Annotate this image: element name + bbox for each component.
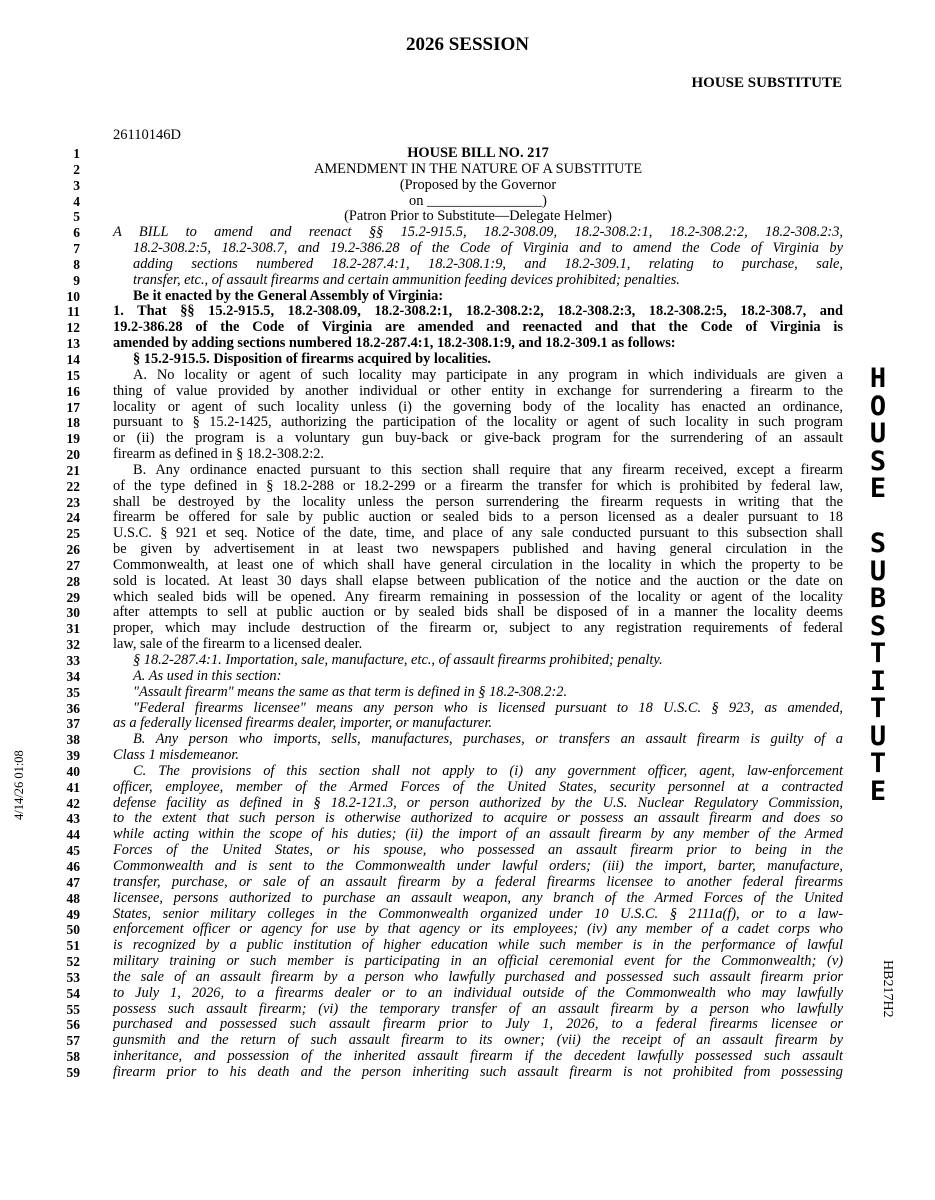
- vertical-label-char: U: [869, 418, 887, 449]
- line-number: 53: [66, 969, 80, 985]
- bill-line: [0, 716, 935, 732]
- line-number: 3: [73, 177, 80, 193]
- bill-line: [0, 257, 935, 273]
- line-text: (Proposed by the Governor: [399, 176, 557, 193]
- line-number: 50: [66, 922, 80, 938]
- line-number: 5: [73, 209, 80, 225]
- line-number: 43: [66, 811, 80, 827]
- bill-line: [0, 574, 935, 590]
- bill-line: [0, 289, 935, 305]
- line-number: 4: [73, 193, 80, 209]
- line-text: B. Any person who imports, sells, manufactures, purchases, or transfers an assault firearm is guilty of a: [133, 731, 843, 748]
- line-number: 35: [66, 684, 80, 700]
- bill-line: [0, 796, 935, 812]
- line-number: 55: [66, 1001, 80, 1017]
- line-number: 15: [66, 367, 80, 383]
- bill-line: [0, 685, 935, 701]
- line-number: 22: [66, 478, 80, 494]
- bill-line: [0, 273, 935, 289]
- bill-line: [0, 701, 935, 717]
- line-text: inheritance, and possession of the inherited assault firearm if the decedent lawfully possessed such assault: [113, 1048, 843, 1065]
- line-text: amended by adding sections numbered 18.2-287.4:1, 18.2-308.1:9, and 18.2-309.1 as follows:: [113, 335, 676, 352]
- line-text: § 18.2-287.4:1. Importation, sale, manufacture, etc., of assault firearms prohibited; penalty.: [133, 652, 663, 668]
- bill-line: [0, 954, 935, 970]
- line-text: firearm prior to his death and the person inheriting such assault firearm is not prohibited from possessing: [113, 1063, 843, 1080]
- line-text: military training or such member is participating in an official ceremonial event for the Commonwealth; (v): [113, 953, 843, 970]
- bill-line: [0, 431, 935, 447]
- line-number: 46: [66, 858, 80, 874]
- line-number: 57: [66, 1033, 80, 1049]
- bill-line: [0, 415, 935, 431]
- vertical-label-char: S: [869, 528, 887, 559]
- line-text: HOUSE BILL NO. 217: [407, 145, 549, 161]
- session-title: 2026 SESSION: [405, 34, 530, 55]
- line-number: 39: [66, 748, 80, 764]
- bill-code-label: HB217H2: [880, 960, 895, 1018]
- line-text: 1. That §§ 15.2-915.5, 18.2-308.09, 18.2-308.2:1, 18.2-308.2:2, 18.2-308.2:3, 18.2-308.2:5, 18.2-308.7, and: [113, 303, 843, 320]
- bill-line: [0, 1065, 935, 1081]
- line-number: 28: [66, 573, 80, 589]
- bill-line: [0, 352, 935, 368]
- bill-line: [0, 764, 935, 780]
- line-text: shall be destroyed by the locality unless the person surrendering the firearm requests in writing that the: [113, 493, 843, 510]
- line-text: enforcement officer or agency for use by that agency or its employees; (iv) any member of a cadet corps who: [113, 921, 843, 938]
- line-number: 41: [66, 779, 80, 795]
- bill-line: [0, 986, 935, 1002]
- bill-line: [0, 970, 935, 986]
- bill-line: [0, 1017, 935, 1033]
- line-number: 19: [66, 431, 80, 447]
- line-text: § 15.2-915.5. Disposition of firearms acquired by localities.: [133, 350, 492, 367]
- bill-line: [0, 748, 935, 764]
- line-number: 6: [73, 225, 80, 241]
- bill-line: [0, 891, 935, 907]
- line-text: "Assault firearm" means the same as that term is defined in § 18.2-308.2:2.: [133, 683, 568, 700]
- line-text: Be it enacted by the General Assembly of Virginia:: [133, 287, 444, 304]
- bill-line: [0, 336, 935, 352]
- line-number: 49: [66, 906, 80, 922]
- bill-line: [0, 558, 935, 574]
- line-number: 38: [66, 732, 80, 748]
- line-number: 20: [66, 447, 80, 463]
- line-text: AMENDMENT IN THE NATURE OF A SUBSTITUTE: [313, 160, 643, 177]
- line-text: locality or agent of such locality unless (i) the governing body of the locality has enacted an ordinance,: [113, 398, 843, 415]
- line-number: 42: [66, 795, 80, 811]
- line-text: A BILL to amend and reenact §§ 15.2-915.5, 18.2-308.09, 18.2-308.2:1, 18.2-308.2:2, 18.2-308.2:3,: [113, 224, 843, 241]
- line-text: on ________________): [409, 192, 547, 209]
- line-text: as a federally licensed firearms dealer, importer, or manufacturer.: [113, 715, 493, 732]
- vertical-label-char: T: [869, 693, 887, 724]
- vertical-label-char: E: [869, 775, 887, 807]
- vertical-label-char: O: [869, 390, 887, 422]
- line-number: 1: [73, 146, 80, 161]
- line-number: 21: [66, 462, 80, 478]
- bill-line: [0, 621, 935, 637]
- bill-line: [0, 1049, 935, 1065]
- bill-line: [0, 447, 935, 463]
- line-text: 19.2-386.28 of the Code of Virginia are amended and reenacted and that the Code of Virginia is: [113, 319, 843, 336]
- vertical-label-char: S: [869, 610, 887, 642]
- line-number: 16: [66, 383, 80, 399]
- line-text: of the type defined in § 18.2-288 or 18.2-299 or a firearm the transfer for which is prohibited by federal law,: [113, 477, 843, 494]
- bill-line: [0, 669, 935, 685]
- bill-line: [0, 938, 935, 954]
- line-text: pursuant to § 15.2-1425, authorizing the participation of the locality or agent of such locality in such program: [113, 414, 843, 431]
- bill-line: [0, 495, 935, 511]
- line-number: 8: [73, 256, 80, 272]
- line-text: officer, employee, member of the Armed Forces of the United States, security personnel at a contracted: [113, 778, 843, 795]
- bill-line: [0, 178, 935, 194]
- line-number: 27: [66, 557, 80, 573]
- vertical-label-char: U: [869, 720, 887, 752]
- line-number: 54: [66, 985, 80, 1001]
- line-number: 37: [66, 716, 80, 732]
- line-text: adding sections numbered 18.2-287.4:1, 18.2-308.1:9, and 18.2-309.1, relating to purchase, sale,: [133, 255, 843, 272]
- line-number: 13: [66, 336, 80, 352]
- line-text: A. As used in this section:: [133, 667, 282, 684]
- line-text: Forces of the United States, or his spouse, who possessed an assault firearm prior to being in the: [113, 842, 843, 859]
- line-text: C. The provisions of this section shall not apply to (i) any government officer, agent, law-enforcement: [133, 762, 843, 779]
- line-text: Class 1 misdemeanor.: [113, 747, 239, 764]
- line-number: 10: [66, 288, 80, 304]
- bill-line: [0, 875, 935, 891]
- line-number: 17: [66, 399, 80, 415]
- line-number: 24: [66, 510, 80, 526]
- line-text: the sale of an assault firearm by a person who lawfully purchased and possessed such assault firearm prior: [113, 968, 843, 985]
- bill-line: [0, 194, 935, 210]
- line-text: is recognized by a public institution of higher education while such member is in the performance of lawful: [113, 937, 843, 954]
- line-text: A. No locality or agent of such locality may participate in any program in which individuals are given a: [133, 366, 843, 383]
- line-number: 47: [66, 874, 80, 890]
- line-text: possess such assault firearm; (vi) the temporary transfer of an assault firearm by a person who lawfully: [113, 1000, 843, 1017]
- vertical-label-char: B: [869, 583, 887, 614]
- line-number: 29: [66, 589, 80, 605]
- vertical-label-char: E: [869, 473, 887, 504]
- line-number: 11: [67, 304, 80, 320]
- bill-line: [0, 827, 935, 843]
- bill-line: [0, 304, 935, 320]
- house-substitute-label: HOUSE SUBSTITUTE: [691, 75, 842, 91]
- line-text: which sealed bids will be opened. Any firearm remaining in possession of the locality or agent of the locality: [113, 588, 843, 605]
- line-number: 14: [66, 351, 80, 367]
- bill-line: [0, 1002, 935, 1018]
- line-text: to the extent that such person is otherwise authorized to acquire or possess an assault firearm and does so: [113, 810, 843, 827]
- bill-line: [0, 225, 935, 241]
- line-number: 30: [66, 605, 80, 621]
- line-number: 12: [66, 320, 80, 336]
- line-text: transfer, etc., of assault firearms and certain ammunition feeding devices prohibited; penalties.: [133, 271, 680, 288]
- line-number: 7: [73, 241, 80, 257]
- bill-line: [0, 859, 935, 875]
- bill-line: [0, 1033, 935, 1049]
- bill-line: [0, 241, 935, 257]
- bill-line: [0, 590, 935, 606]
- bill-line: [0, 400, 935, 416]
- line-text: be given by advertisement in at least two newspapers published and having general circulation in the: [113, 541, 843, 558]
- bill-line: [0, 907, 935, 923]
- line-number: 18: [66, 415, 80, 431]
- bill-line: [0, 843, 935, 859]
- bill-line: [0, 510, 935, 526]
- bill-line: [0, 209, 935, 225]
- bill-line: [0, 368, 935, 384]
- line-number: 25: [66, 526, 80, 542]
- line-text: defense facility as defined in § 18.2-121.3, or person authorized by the U.S. Nuclear Regulatory Commission,: [113, 794, 843, 811]
- line-text: proper, which may include destruction of the firearm or, subject to any registration requirements of federal: [113, 620, 843, 637]
- line-number: 45: [66, 843, 80, 859]
- line-text: while acting within the scope of his duties; (ii) the import of an assault firearm by any member of the Armed: [113, 826, 843, 843]
- vertical-label-char: T: [869, 748, 887, 779]
- line-text: (Patron Prior to Substitute—Delegate Helmer): [344, 208, 612, 225]
- line-number: 59: [66, 1064, 80, 1080]
- line-number: 32: [66, 637, 80, 653]
- bill-line: [0, 811, 935, 827]
- line-text: or (ii) the program is a voluntary gun buy-back or give-back program for the surrendering of an assault: [113, 430, 843, 447]
- line-text: firearm as defined in § 18.2-308.2:2.: [113, 446, 325, 463]
- line-text: licensee, persons authorized to purchase an assault weapon, any branch of the Armed Forces of the United: [113, 889, 843, 906]
- bill-line: [0, 922, 935, 938]
- line-text: firearm be offered for sale by public auction or sealed bids to a person licensed as a dealer pursuant to 18: [113, 509, 843, 526]
- bill-line: [0, 463, 935, 479]
- line-text: purchased and possessed such assault firearm prior to July 1, 2026, to a federal firearms licensee or: [113, 1016, 843, 1033]
- line-number: 44: [66, 827, 80, 843]
- line-text: sold is located. At least 30 days shall elapse between publication of the notice and the auction or the date on: [113, 572, 843, 589]
- line-text: transfer, purchase, or sale of an assault firearm by a federal firearms licensee to another federal firearms: [113, 873, 843, 890]
- bill-line: [0, 320, 935, 336]
- line-text: 18.2-308.2:5, 18.2-308.7, and 19.2-386.28 of the Code of Virginia and to amend the Code of Virginia by: [133, 240, 843, 257]
- bill-line: [0, 637, 935, 653]
- vertical-label-char: I: [869, 665, 887, 697]
- line-number: 9: [73, 272, 80, 288]
- line-text: U.S.C. § 921 et seq. Notice of the date, time, and place of any sale conducted pursuant to this subsection shall: [113, 525, 843, 542]
- bill-line: [0, 732, 935, 748]
- vertical-label-char: T: [869, 638, 887, 669]
- vertical-label-char: U: [869, 555, 887, 587]
- line-text: to July 1, 2026, to a firearms dealer or to an individual outside of the Commonwealth who may lawfully: [113, 984, 843, 1001]
- vertical-label-char: H: [869, 363, 887, 394]
- line-text: B. Any ordinance enacted pursuant to this section shall require that any firearm received, except a firearm: [133, 461, 843, 478]
- bill-text: [0, 146, 935, 1081]
- bill-line: [0, 384, 935, 400]
- line-number: 56: [66, 1017, 80, 1033]
- line-number: 34: [66, 668, 80, 684]
- line-number: 52: [66, 954, 80, 970]
- line-text: "Federal firearms licensee" means any person who is licensed pursuant to 18 U.S.C. § 923, as amended,: [133, 699, 843, 716]
- line-number: 23: [66, 494, 80, 510]
- bill-line: [0, 605, 935, 621]
- bill-line: [0, 162, 935, 178]
- line-number: 48: [66, 890, 80, 906]
- line-text: gunsmith and the return of such assault firearm to its owner; (vii) the receipt of an assault firearm by: [113, 1032, 843, 1049]
- line-number: 36: [66, 700, 80, 716]
- vertical-label-char: S: [869, 445, 887, 477]
- line-number: 2: [73, 161, 80, 177]
- date-stamp: 4/14/26 01:08: [12, 750, 26, 820]
- document-number: 26110146D: [113, 127, 181, 143]
- line-text: thing of value provided by another individual or other entity in exchange for surrendering a firearm to the: [113, 382, 843, 399]
- line-text: States, senior military colleges in the Commonwealth organized under 10 U.S.C. § 2111a(f), or to a law-: [113, 905, 843, 922]
- bill-line: [0, 526, 935, 542]
- bill-line: [0, 479, 935, 495]
- line-number: 31: [66, 621, 80, 637]
- line-number: 58: [66, 1049, 80, 1065]
- line-text: after attempts to sell at public auction or by sealed bids shall be disposed of in a manner the locality deems: [113, 604, 843, 621]
- line-number: 51: [66, 938, 80, 954]
- line-text: law, sale of the firearm to a licensed dealer.: [113, 636, 363, 653]
- bill-line: [0, 780, 935, 796]
- line-text: Commonwealth, at least one of which shall have general circulation in the locality in which the property to be: [113, 556, 843, 573]
- line-text: Commonwealth and is sent to the Commonwealth under lawful orders; (iii) the import, barter, manufacture,: [113, 857, 843, 874]
- bill-line: [0, 146, 935, 162]
- line-number: 33: [66, 653, 80, 668]
- bill-line: [0, 542, 935, 558]
- bill-line: [0, 653, 935, 669]
- line-number: 26: [66, 542, 80, 558]
- line-number: 40: [66, 763, 80, 779]
